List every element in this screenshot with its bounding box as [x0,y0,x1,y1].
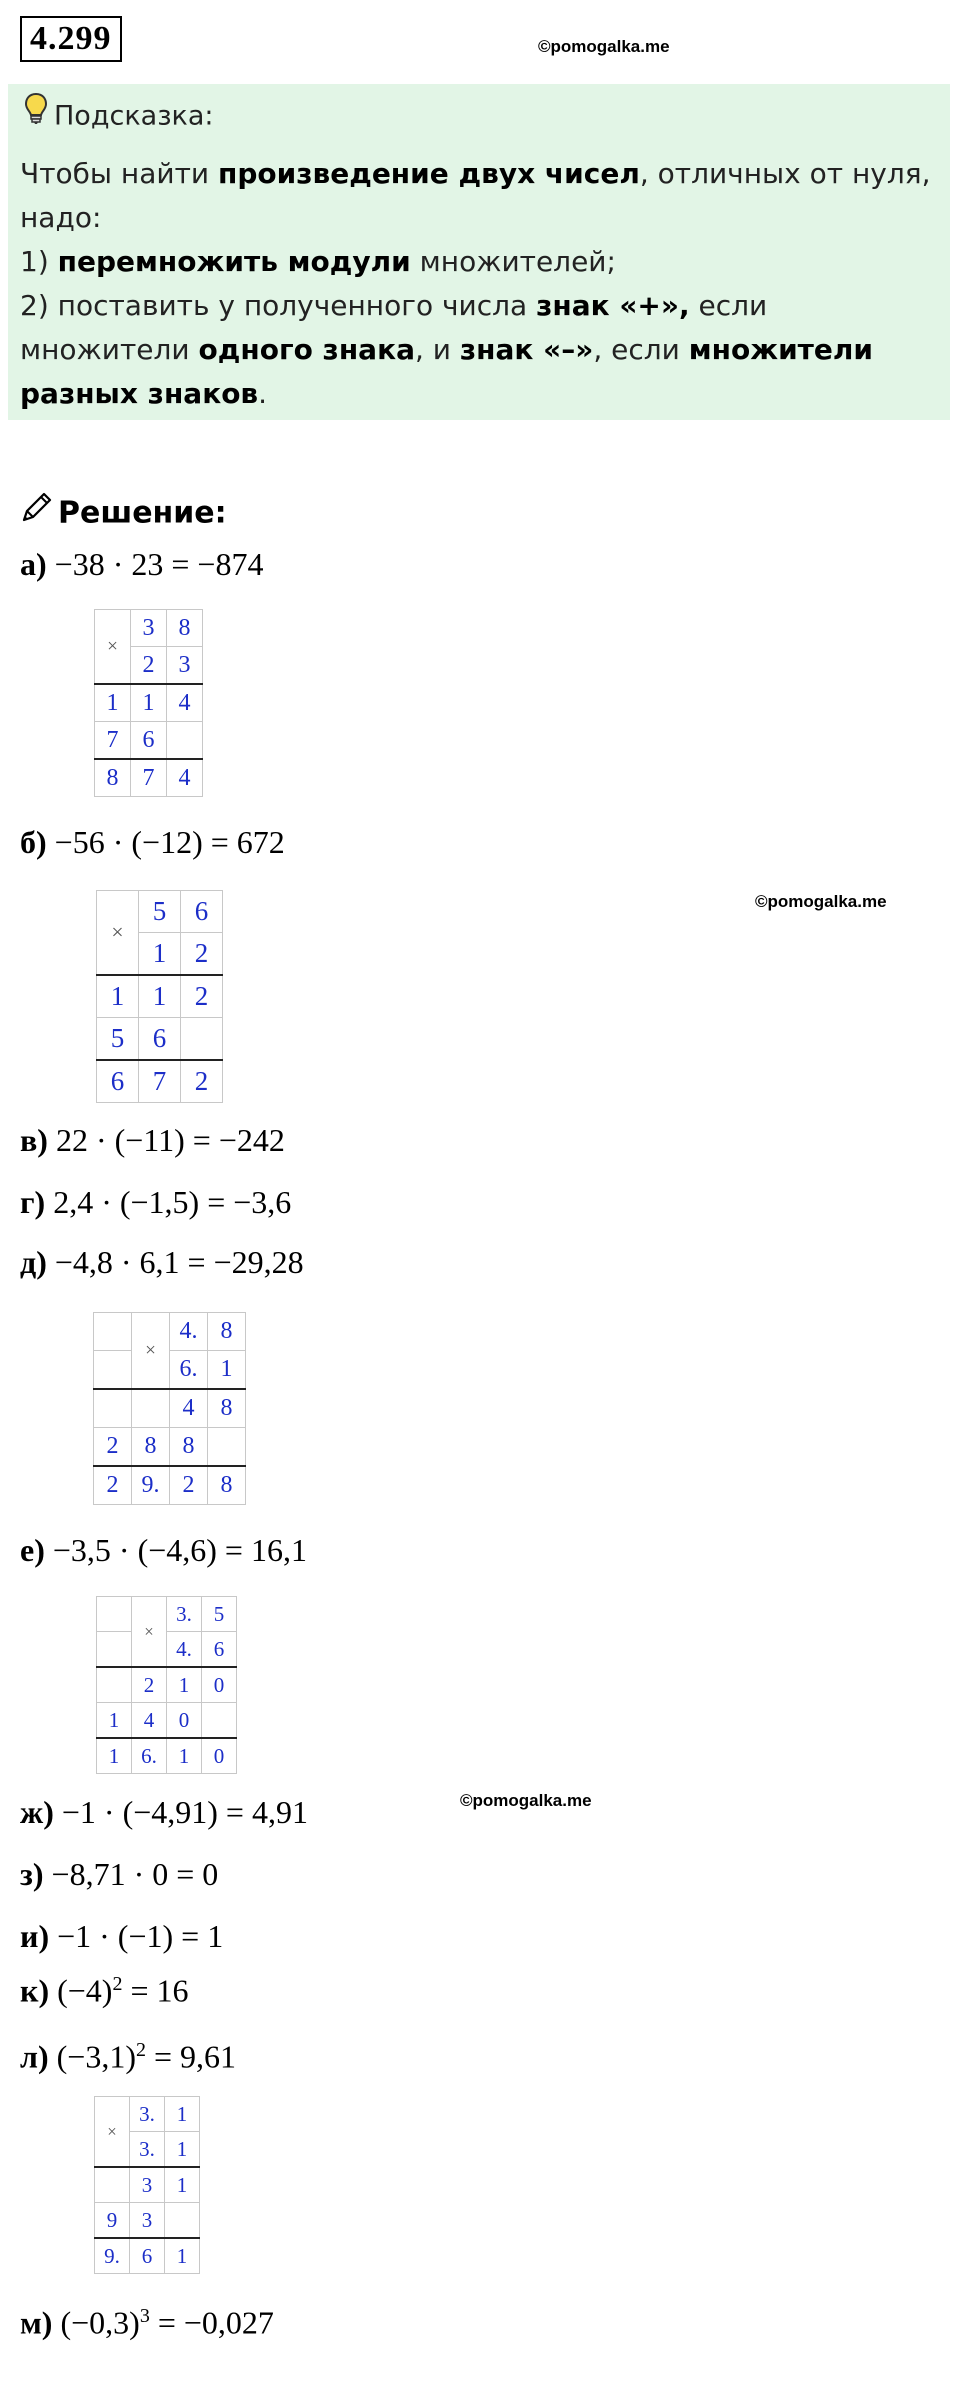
calc-cell: 0 [202,1738,237,1774]
hint-text-part: . [258,377,268,410]
lightbulb-icon [24,92,48,142]
calc-cell: 3 [131,610,167,647]
calc-cell: 1 [167,1738,202,1774]
calc-cell: 8 [132,1428,170,1467]
equation-expr: 22 · (−11) = −242 [55,1122,285,1158]
calc-cell: 5 [139,891,181,933]
calc-table-e [96,1596,237,1774]
hint-title [24,92,214,142]
equation-power: 2 [135,2039,146,2061]
hint-text-part: множителей; [410,245,616,278]
hint-bold-part: перемножить модули [57,245,411,278]
calc-cell [208,1428,246,1467]
calc-cell: 8 [208,1313,246,1351]
calc-cell: 1 [165,2238,200,2274]
equation-expr: −1 · (−4,91) = 4,91 [61,1794,308,1830]
calc-cell [94,1389,132,1428]
calc-cell: 1 [95,684,131,722]
hint-text-part: если множители [20,289,768,366]
calc-cell: 8 [95,759,131,797]
calc-cell [94,1313,132,1351]
calc-cell: 8 [208,1466,246,1505]
multiply-sign: × [95,610,131,685]
solution-title-text: Решение: [58,495,227,531]
calc-table-l [94,2096,200,2274]
calc-table-a [94,609,203,797]
calc-cell [95,2167,130,2203]
equation-expr: 2,4 · (−1,5) = −3,6 [53,1184,292,1220]
equation-label: в) [20,1122,48,1158]
equation-expr: −1 · (−1) = 1 [57,1918,224,1954]
calc-cell [132,1389,170,1428]
equation-base: (−4) [57,1972,113,2009]
calc-cell [167,722,203,760]
equation-g [20,1180,291,1224]
calc-table-d [93,1312,246,1505]
calc-cell: 4 [170,1389,208,1428]
equation-label: и) [20,1918,50,1954]
equation-rest: = −0,027 [149,2304,274,2341]
calc-cell: 2 [132,1667,167,1703]
equation-expr: −56 · (−12) = 672 [54,824,285,860]
equation-label: л) [20,2038,49,2075]
equation-rest: = 16 [122,1972,189,2009]
equation-label: з) [20,1856,44,1892]
hint-text-part: Чтобы найти [20,157,218,190]
equation-label: а) [20,546,47,582]
calc-cell [94,1351,132,1390]
calc-cell: 6 [97,1060,139,1103]
calc-cell: 8 [208,1389,246,1428]
calc-cell: 0 [167,1703,202,1739]
equation-expr: −38 · 23 = −874 [54,546,264,582]
hint-bold-part: множители разных знаков [20,333,874,410]
calc-cell: 1 [97,1703,132,1739]
hint-text-part: , отличных от нуля, надо: [20,157,931,234]
multiply-sign: × [97,891,139,976]
calc-cell: 1 [208,1351,246,1390]
calc-cell: 2 [181,975,223,1018]
calc-cell: 3 [167,647,203,685]
watermark: ©pomogalka.me [755,892,887,911]
calc-cell: 1 [139,933,181,976]
calc-cell: 6 [139,1018,181,1061]
calc-cell: 3. [130,2132,165,2168]
calc-cell: 1 [131,684,167,722]
calc-cell: 9 [95,2203,130,2239]
calc-cell: 6 [131,722,167,760]
equation-l [20,2028,236,2079]
calc-cell: 6 [181,891,223,933]
calc-cell: 9. [95,2238,130,2274]
calc-cell: 7 [131,759,167,797]
hint-text-part: 2) поставить у полученного числа [20,289,537,322]
multiply-sign: × [132,1313,170,1390]
calc-cell: 4. [170,1313,208,1351]
equation-label: м) [20,2304,53,2341]
multiply-sign: × [95,2097,130,2168]
hint-text-part: , если [593,333,689,366]
calc-cell: 2 [181,1060,223,1103]
calc-cell: 8 [170,1428,208,1467]
calc-cell: 9. [132,1466,170,1505]
calc-cell: 3 [130,2167,165,2203]
calc-cell: 7 [139,1060,181,1103]
calc-cell: 5 [202,1597,237,1632]
calc-cell: 2 [94,1428,132,1467]
equation-zh [20,1790,308,1834]
calc-cell: 6. [170,1351,208,1390]
calc-cell: 1 [97,975,139,1018]
equation-i [20,1914,223,1958]
hint-text [20,152,945,416]
equation-label: к) [20,1972,50,2009]
equation-expr: −8,71 · 0 = 0 [51,1856,219,1892]
equation-e [20,1528,307,1572]
hint-box [8,84,950,420]
calc-cell: 1 [139,975,181,1018]
calc-cell: 1 [165,2167,200,2203]
equation-k [20,1962,189,2013]
equation-label: е) [20,1532,45,1568]
calc-cell: 7 [95,722,131,760]
equation-base: (−0,3) [60,2304,140,2341]
calc-cell: 3. [167,1597,202,1632]
calc-cell: 1 [165,2097,200,2132]
equation-rest: = 9,61 [145,2038,237,2075]
solution-title [20,490,227,538]
calc-cell: 4. [167,1632,202,1668]
hint-bold-part: одного знака [198,333,415,366]
calc-cell: 1 [97,1738,132,1774]
hint-text-part: 1) [20,245,58,278]
hint-bold-part: произведение двух чисел [217,157,640,190]
hint-text-part: , и [414,333,460,366]
calc-cell: 1 [167,1667,202,1703]
equation-a [20,542,263,586]
calc-cell [202,1703,237,1739]
equation-z [20,1852,218,1896]
calc-cell [165,2203,200,2239]
equation-expr: −3,5 · (−4,6) = 16,1 [52,1532,307,1568]
calc-cell [97,1632,132,1668]
equation-label: ж) [20,1794,54,1830]
watermark: ©pomogalka.me [460,1791,592,1810]
calc-cell: 5 [97,1018,139,1061]
equation-power: 3 [139,2305,150,2327]
equation-v [20,1118,285,1162]
calc-cell: 0 [202,1667,237,1703]
calc-table-b [96,890,223,1103]
equation-base: (−3,1) [56,2038,136,2075]
calc-cell: 4 [167,684,203,722]
calc-cell: 6 [130,2238,165,2274]
task-number: 4.299 [20,16,122,62]
equation-label: б) [20,824,47,860]
calc-cell: 2 [94,1466,132,1505]
calc-cell: 6 [202,1632,237,1668]
hint-title-text: Подсказка: [54,100,214,132]
calc-cell: 1 [165,2132,200,2168]
calc-cell: 6. [132,1738,167,1774]
watermark: ©pomogalka.me [538,37,670,56]
calc-cell: 4 [132,1703,167,1739]
equation-label: г) [20,1184,46,1220]
equation-label: д) [20,1244,47,1280]
calc-cell [97,1667,132,1703]
equation-power: 2 [112,1973,123,1995]
calc-cell: 3. [130,2097,165,2132]
equation-b [20,820,285,864]
calc-cell: 2 [131,647,167,685]
equation-m [20,2294,274,2345]
calc-cell: 3 [130,2203,165,2239]
calc-cell [181,1018,223,1061]
equation-expr: −4,8 · 6,1 = −29,28 [54,1244,304,1280]
hint-bold-part: знак «–» [459,333,594,366]
hint-bold-part: знак «+», [536,289,690,322]
calc-cell: 8 [167,610,203,647]
pencil-icon [20,490,54,538]
calc-cell: 2 [181,933,223,976]
calc-cell: 2 [170,1466,208,1505]
calc-cell [97,1597,132,1632]
multiply-sign: × [132,1597,167,1668]
calc-cell: 4 [167,759,203,797]
equation-d [20,1240,304,1284]
